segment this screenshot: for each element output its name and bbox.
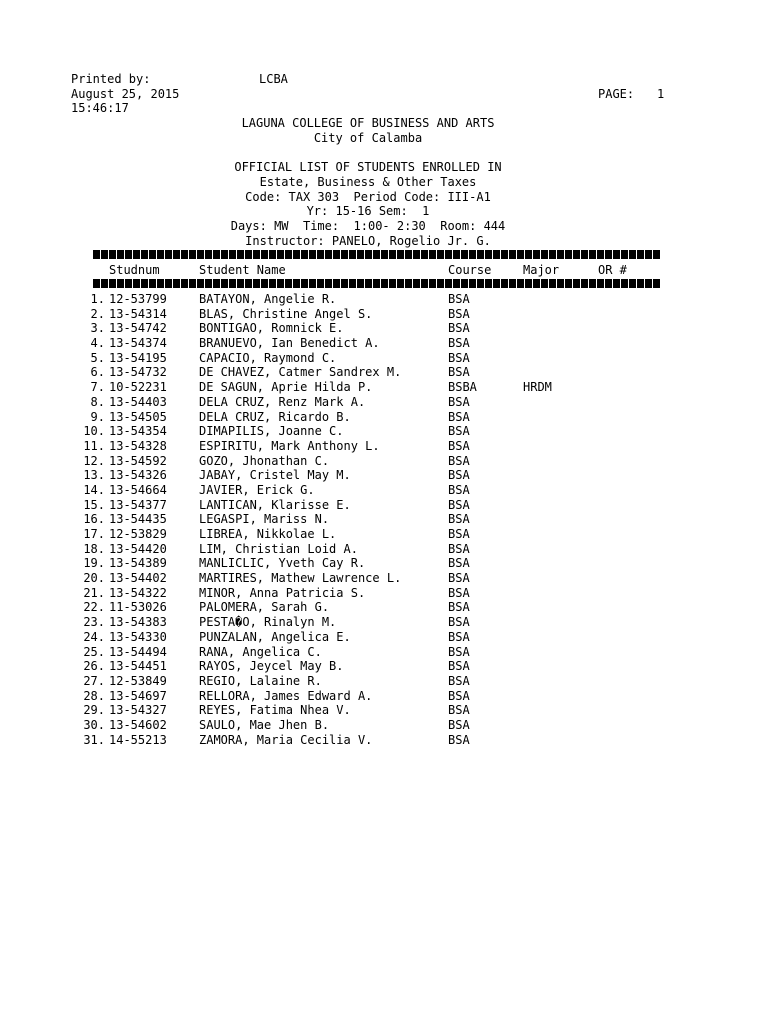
student-course: BSA	[448, 585, 470, 600]
column-header-student-name: Student Name	[199, 263, 286, 277]
table-row	[0, 321, 768, 336]
row-number: 13.	[83, 468, 105, 483]
row-number: 25.	[83, 644, 105, 659]
student-course: BSA	[448, 306, 470, 321]
table-row	[0, 733, 768, 748]
table-row	[0, 424, 768, 439]
student-number: 13-54732	[109, 365, 167, 380]
table-row	[0, 630, 768, 645]
student-name: RELLORA, James Edward A.	[199, 688, 373, 703]
student-number: 13-54389	[109, 556, 167, 571]
table-row	[0, 483, 768, 498]
student-course: BSA	[448, 571, 470, 586]
student-name: LIBREA, Nikkolae L.	[199, 527, 337, 541]
student-name: ZAMORA, Maria Cecilia V.	[199, 732, 373, 747]
student-number: 13-54505	[109, 409, 167, 424]
print-date: August 25, 2015	[71, 87, 180, 101]
subject-code-line: Code: TAX 303 Period Code: III-A1	[245, 190, 491, 204]
row-number: 16.	[83, 512, 105, 527]
table-row	[0, 615, 768, 630]
student-number: 13-54420	[109, 541, 167, 556]
year-semester-line: Yr: 15-16 Sem: 1	[306, 204, 430, 218]
student-name: MINOR, Anna Patricia S.	[199, 585, 366, 600]
student-number: 13-54314	[109, 306, 167, 321]
student-name: BRANUEVO, Ian Benedict A.	[199, 336, 380, 351]
student-course: BSA	[448, 615, 470, 630]
table-row	[0, 395, 768, 410]
row-number: 2.	[90, 306, 105, 321]
table-row	[0, 542, 768, 557]
row-number: 31.	[83, 732, 105, 747]
row-number: 8.	[90, 394, 105, 409]
list-title: OFFICIAL LIST OF STUDENTS ENROLLED IN	[234, 160, 502, 174]
row-number: 23.	[83, 615, 105, 630]
student-name: RAYOS, Jeycel May B.	[199, 659, 344, 674]
student-name: MARTIRES, Mathew Lawrence L.	[199, 571, 402, 586]
student-name: PALOMERA, Sarah G.	[199, 600, 330, 615]
page-number: 1	[657, 87, 665, 101]
row-number: 19.	[83, 556, 105, 571]
student-number: 13-54664	[109, 482, 167, 497]
student-course: BSA	[448, 424, 470, 439]
student-course: BSA	[448, 336, 470, 351]
row-number: 21.	[83, 585, 105, 600]
student-number: 13-54697	[109, 688, 167, 703]
student-name: PESTA�O, Rinalyn M.	[199, 615, 337, 630]
row-number: 10.	[83, 424, 105, 439]
student-course: BSA	[448, 497, 470, 512]
table-row	[0, 292, 768, 307]
row-number: 1.	[90, 292, 105, 306]
row-number: 27.	[83, 673, 105, 688]
student-name: DE CHAVEZ, Catmer Sandrex M.	[199, 365, 402, 380]
student-name: MANLICLIC, Yveth Cay R.	[199, 556, 366, 571]
student-course: BSA	[448, 365, 470, 380]
table-row	[0, 498, 768, 513]
page-label: PAGE:	[598, 87, 635, 101]
student-number: 13-54602	[109, 717, 167, 732]
table-row	[0, 307, 768, 322]
student-name: JAVIER, Erick G.	[199, 482, 315, 497]
student-name: BONTIGAO, Romnick E.	[199, 321, 344, 336]
student-number: 13-54402	[109, 571, 167, 586]
student-course: BSA	[448, 321, 470, 336]
student-name: DE SAGUN, Aprie Hilda P.	[199, 380, 373, 395]
table-row	[0, 512, 768, 527]
table-row	[0, 556, 768, 571]
student-number: 13-54328	[109, 438, 167, 453]
table-row	[0, 645, 768, 660]
row-number: 28.	[83, 688, 105, 703]
student-name: JABAY, Cristel May M.	[199, 468, 351, 483]
table-row	[0, 468, 768, 483]
table-row	[0, 571, 768, 586]
student-number: 13-54494	[109, 644, 167, 659]
student-number: 13-54403	[109, 394, 167, 409]
student-number: 12-53799	[109, 292, 167, 306]
column-header-or-number: OR #	[598, 263, 627, 277]
student-number: 13-54451	[109, 659, 167, 674]
student-name: REYES, Fatima Nhea V.	[199, 703, 351, 718]
student-course: BSBA	[448, 380, 477, 395]
student-name: GOZO, Jhonathan C.	[199, 453, 330, 468]
student-course: BSA	[448, 629, 470, 644]
student-number: 11-53026	[109, 600, 167, 615]
table-row	[0, 674, 768, 689]
student-name: LIM, Christian Loid A.	[199, 541, 358, 556]
schedule-line: Days: MW Time: 1:00- 2:30 Room: 444	[230, 219, 506, 233]
table-row	[0, 586, 768, 601]
student-number: 13-54327	[109, 703, 167, 718]
row-number: 12.	[83, 453, 105, 468]
student-course: BSA	[448, 644, 470, 659]
printed-by-label: Printed by:	[71, 72, 151, 86]
header-divider	[93, 279, 661, 288]
student-name: REGIO, Lalaine R.	[199, 673, 322, 688]
row-number: 26.	[83, 659, 105, 674]
student-course: BSA	[448, 673, 470, 688]
student-name: DIMAPILIS, Joanne C.	[199, 424, 344, 439]
row-number: 7.	[90, 380, 105, 395]
row-number: 18.	[83, 541, 105, 556]
table-row	[0, 600, 768, 615]
student-course: BSA	[448, 541, 470, 556]
row-number: 20.	[83, 571, 105, 586]
row-number: 14.	[83, 482, 105, 497]
student-course: BSA	[448, 688, 470, 703]
student-number: 14-55213	[109, 732, 167, 747]
student-number: 13-54322	[109, 585, 167, 600]
student-number: 13-54383	[109, 615, 167, 630]
row-number: 22.	[83, 600, 105, 615]
table-row	[0, 439, 768, 454]
student-number: 13-54354	[109, 424, 167, 439]
student-name: DELA CRUZ, Ricardo B.	[199, 409, 351, 424]
student-course: BSA	[448, 438, 470, 453]
student-name: RANA, Angelica C.	[199, 644, 322, 659]
student-number: 13-54435	[109, 512, 167, 527]
student-course: BSA	[448, 409, 470, 424]
student-course: BSA	[448, 512, 470, 527]
row-number: 29.	[83, 703, 105, 718]
row-number: 15.	[83, 497, 105, 512]
row-number: 30.	[83, 717, 105, 732]
table-row	[0, 336, 768, 351]
table-row	[0, 454, 768, 469]
row-number: 17.	[83, 527, 105, 541]
student-name: BLAS, Christine Angel S.	[199, 306, 373, 321]
row-number: 6.	[90, 365, 105, 380]
print-time: 15:46:17	[71, 101, 129, 115]
printed-by-value: LCBA	[259, 72, 288, 86]
table-row	[0, 410, 768, 425]
student-name: LANTICAN, Klarisse E.	[199, 497, 351, 512]
row-number: 24.	[83, 629, 105, 644]
table-row	[0, 351, 768, 366]
column-header-course: Course	[448, 263, 492, 277]
student-number: 13-54377	[109, 497, 167, 512]
student-course: BSA	[448, 600, 470, 615]
student-course: BSA	[448, 482, 470, 497]
row-number: 9.	[90, 409, 105, 424]
student-name: LEGASPI, Mariss N.	[199, 512, 330, 527]
student-number: 12-53849	[109, 673, 167, 688]
subject-description: Estate, Business & Other Taxes	[259, 175, 477, 189]
student-number: 13-54742	[109, 321, 167, 336]
table-row	[0, 703, 768, 718]
student-number: 13-54592	[109, 453, 167, 468]
school-name: LAGUNA COLLEGE OF BUSINESS AND ARTS	[241, 116, 495, 130]
student-name: PUNZALAN, Angelica E.	[199, 629, 351, 644]
student-number: 13-54195	[109, 350, 167, 365]
student-name: CAPACIO, Raymond C.	[199, 350, 337, 365]
table-row	[0, 527, 768, 542]
student-major: HRDM	[523, 380, 552, 395]
table-row	[0, 689, 768, 704]
student-course: BSA	[448, 717, 470, 732]
student-name: DELA CRUZ, Renz Mark A.	[199, 394, 366, 409]
table-row	[0, 380, 768, 395]
student-course: BSA	[448, 732, 470, 747]
row-number: 4.	[90, 336, 105, 351]
student-number: 12-53829	[109, 527, 167, 541]
student-course: BSA	[448, 468, 470, 483]
column-header-studnum: Studnum	[109, 263, 160, 277]
row-number: 11.	[83, 438, 105, 453]
student-course: BSA	[448, 556, 470, 571]
column-header-major: Major	[523, 263, 560, 277]
student-course: BSA	[448, 659, 470, 674]
row-number: 5.	[90, 350, 105, 365]
student-name: ESPIRITU, Mark Anthony L.	[199, 438, 380, 453]
table-row	[0, 659, 768, 674]
student-number: 10-52231	[109, 380, 167, 395]
student-course: BSA	[448, 703, 470, 718]
student-name: BATAYON, Angelie R.	[199, 292, 337, 306]
student-name: SAULO, Mae Jhen B.	[199, 717, 330, 732]
student-course: BSA	[448, 292, 470, 306]
student-course: BSA	[448, 394, 470, 409]
student-number: 13-54374	[109, 336, 167, 351]
student-list	[0, 292, 768, 747]
student-number: 13-54326	[109, 468, 167, 483]
top-divider	[93, 250, 661, 259]
row-number: 3.	[90, 321, 105, 336]
table-row	[0, 365, 768, 380]
school-city: City of Calamba	[313, 131, 423, 145]
student-course: BSA	[448, 453, 470, 468]
student-number: 13-54330	[109, 629, 167, 644]
table-row	[0, 718, 768, 733]
student-course: BSA	[448, 527, 470, 541]
student-course: BSA	[448, 350, 470, 365]
instructor-line: Instructor: PANELO, Rogelio Jr. G.	[245, 234, 491, 248]
